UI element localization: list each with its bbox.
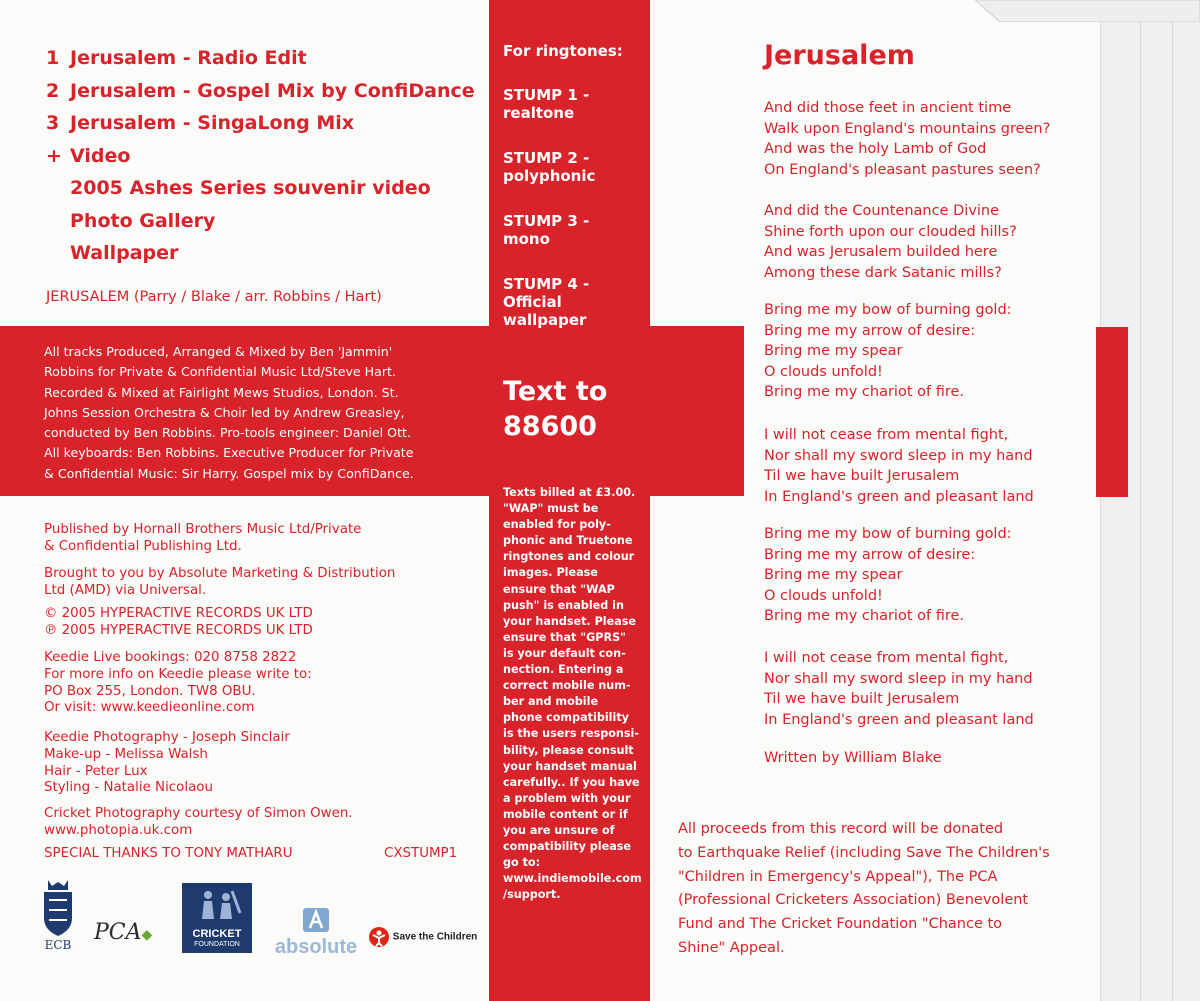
info-line: PO Box 255, London. TW8 OBU. — [44, 683, 256, 699]
track-list — [46, 42, 475, 270]
composer-credit: JERUSALEM (Parry / Blake / arr. Robbins / Hart) — [46, 289, 382, 305]
track-number: 3 — [46, 112, 60, 134]
lyric-line: Bring me my bow of burning gold: — [764, 526, 1012, 542]
lyric-line: Bring me my chariot of fire. — [764, 384, 965, 400]
credit-line: All tracks Produced, Arranged & Mixed by Ben 'Jammin' — [44, 344, 393, 359]
track-number: + — [46, 144, 62, 167]
billing-line: compatibility please — [503, 840, 631, 854]
ringtone-line: polyphonic — [503, 167, 596, 185]
credit-line: conducted by Ben Robbins. Pro-tools engineer: Daniel Ott. — [44, 425, 411, 441]
info-line: Ltd (AMD) via Universal. — [44, 582, 207, 598]
proceeds-line: All proceeds from this record will be donated — [678, 821, 1004, 837]
text-to-line: 88600 — [503, 411, 597, 442]
track-title: Jerusalem - Radio Edit — [70, 47, 307, 69]
billing-line: mobile content or if — [503, 807, 628, 821]
verse — [764, 425, 1034, 507]
ecb-label: ECB — [44, 938, 72, 950]
info-line: & Confidential Publishing Ltd. — [44, 538, 242, 554]
billing-line: enabled for poly- — [503, 518, 611, 532]
ringtones-title: For ringtones: — [503, 42, 623, 60]
ringtone-line: STUMP 4 - — [503, 275, 590, 293]
credit-line: Robbins for Private & Confidential Music Ltd/Steve Hart. — [44, 364, 396, 380]
lyric-line: Bring me my spear — [764, 567, 903, 583]
track-title: Video — [70, 144, 131, 167]
ringtone-item — [503, 86, 589, 122]
cricket-foundation-logo — [182, 883, 252, 953]
lyric-line: In England's green and pleasant land — [764, 488, 1034, 505]
ringtone-line: wallpaper — [503, 311, 587, 329]
text-to-line: Text to — [503, 376, 608, 407]
info-block — [44, 730, 484, 797]
lyric-line: And was Jerusalem builded here — [764, 244, 998, 260]
verse — [764, 300, 1012, 403]
track-title: Photo Gallery — [70, 209, 216, 232]
info-line: Brought to you by Absolute Marketing & Distribution — [44, 566, 396, 581]
ecb-logo — [38, 878, 78, 950]
track-row — [46, 205, 475, 238]
billing-line: push" is enabled in — [503, 598, 624, 612]
catalog-number: CXSTUMP1 — [384, 846, 458, 861]
track-title: Wallpaper — [70, 242, 179, 264]
track-row — [46, 42, 475, 75]
case-spine-flap — [1100, 0, 1200, 1001]
ringtone-item — [503, 212, 589, 248]
info-line: © 2005 HYPERACTIVE RECORDS UK LTD — [44, 606, 313, 621]
billing-line: your handset manual — [503, 759, 637, 773]
ringtone-line: STUMP 1 - — [503, 86, 590, 104]
red-cross-edge-tab — [1096, 327, 1128, 497]
billing-line: nection. Entering a — [503, 663, 624, 677]
verse — [764, 201, 1017, 283]
billing-line: /support. — [503, 888, 561, 902]
track-row — [46, 140, 475, 173]
absolute-logo — [266, 906, 366, 956]
ringtone-line: mono — [503, 230, 550, 248]
absolute-a-icon — [301, 906, 331, 934]
ringtone-line: STUMP 2 - — [503, 149, 590, 167]
lyric-line: Bring me my chariot of fire. — [764, 608, 965, 624]
billing-line: a problem with your — [503, 791, 631, 805]
billing-terms — [503, 485, 642, 903]
ringtone-line: realtone — [503, 104, 575, 122]
info-line: Hair - Peter Lux — [44, 763, 148, 779]
lyric-line: Bring me my spear — [764, 343, 903, 359]
info-line: www.photopia.uk.com — [44, 822, 193, 838]
info-line: Cricket Photography courtesy of Simon Owen. — [44, 806, 353, 821]
lyric-line: Nor shall my sword sleep in my hand — [764, 447, 1033, 464]
verse — [764, 648, 1034, 730]
proceeds-line: "Children in Emergency's Appeal"), The PCA — [678, 868, 998, 885]
proceeds-line: (Professional Cricketers Association) Benevolent — [678, 892, 1029, 909]
info-line: Published by Hornall Brothers Music Ltd/Private — [44, 522, 362, 537]
lyric-line: Shine forth upon our clouded hills? — [764, 223, 1017, 240]
track-row — [46, 237, 475, 270]
track-row — [46, 107, 475, 140]
billing-line: correct mobile num- — [503, 679, 631, 693]
track-title: Jerusalem - Gospel Mix by ConfiDance — [70, 79, 475, 102]
info-line: Keedie Photography - Joseph Sinclair — [44, 730, 290, 745]
lyric-line: Til we have built Jerusalem — [764, 468, 960, 484]
track-row — [46, 172, 475, 205]
cf-line-1: CRICKET — [192, 928, 242, 940]
special-thanks: SPECIAL THANKS TO TONY MATHARU — [44, 846, 293, 861]
billing-line: you are unsure of — [503, 823, 615, 837]
lyric-line: And did those feet in ancient time — [764, 100, 1012, 116]
info-line: Keedie Live bookings: 020 8758 2822 — [44, 650, 297, 665]
billing-line: Texts billed at £3.00. — [503, 486, 636, 499]
lyric-line: And was the holy Lamb of God — [764, 141, 987, 157]
track-row — [46, 75, 475, 108]
track-number: 2 — [46, 79, 60, 102]
lyric-line: I will not cease from mental fight, — [764, 650, 1009, 666]
song-title: Jerusalem — [764, 40, 915, 71]
info-line: ℗ 2005 HYPERACTIVE RECORDS UK LTD — [44, 622, 313, 638]
track-number: 1 — [46, 47, 60, 69]
lyric-line: I will not cease from mental fight, — [764, 427, 1009, 443]
info-block — [44, 650, 484, 717]
proceeds-line: Fund and The Cricket Foundation "Chance to — [678, 916, 1003, 933]
billing-line: ensure that "WAP — [503, 582, 615, 596]
credit-line: All keyboards: Ben Robbins. Executive Producer for Private — [44, 445, 414, 461]
flap-crease — [1140, 0, 1141, 1001]
track-title: 2005 Ashes Series souvenir video — [70, 177, 431, 199]
info-line: Make-up - Melissa Walsh — [44, 746, 208, 762]
billing-line: phonic and Truetone — [503, 534, 633, 548]
pca-arrow-icon: ◆ — [141, 927, 153, 943]
info-block — [44, 566, 484, 600]
lyric-line: And did the Countenance Divine — [764, 203, 1000, 219]
text-to-number — [503, 374, 607, 444]
absolute-label: absolute — [274, 936, 358, 958]
billing-line: is your default con- — [503, 646, 626, 660]
billing-line: ringtones and colour — [503, 550, 635, 564]
lyric-line: O clouds unfold! — [764, 363, 883, 380]
credit-line: Recorded & Mixed at Fairlight Mews Studios, London. St. — [44, 384, 399, 400]
proceeds-statement — [678, 818, 1050, 961]
lyric-line: Among these dark Satanic mills? — [764, 264, 1002, 281]
lyric-line: Walk upon England's mountains green? — [764, 120, 1051, 137]
verse — [764, 524, 1012, 627]
billing-line: "WAP" must be — [503, 502, 599, 516]
pca-logo — [94, 920, 152, 945]
ringtone-item — [503, 275, 589, 329]
save-the-children-logo — [368, 926, 477, 948]
save-the-children-label: Save the Children — [392, 931, 478, 943]
ringtone-line: Official — [503, 293, 562, 311]
lyric-line: Bring me my arrow of desire: — [764, 546, 976, 563]
info-line: For more info on Keedie please write to: — [44, 666, 312, 682]
info-block — [44, 806, 484, 840]
lyric-line: On England's pleasant pastures seen? — [764, 161, 1041, 178]
thanks-line — [44, 846, 484, 863]
billing-line: carefully.. If you have — [503, 775, 640, 789]
billing-line: phone compatibility — [503, 711, 629, 725]
lyric-line: O clouds unfold! — [764, 587, 883, 604]
lyric-line: Bring me my arrow of desire: — [764, 322, 976, 339]
info-line: Or visit: www.keedieonline.com — [44, 700, 255, 716]
info-line: Styling - Natalie Nicolaou — [44, 780, 213, 796]
info-block — [44, 606, 484, 640]
pca-label: PCA — [94, 920, 142, 945]
production-credits — [44, 342, 484, 484]
billing-line: www.indiemobile.com — [503, 872, 642, 886]
billing-line: ber and mobile — [503, 695, 599, 709]
flap-crease — [1172, 0, 1173, 1001]
billing-line: your handset. Please — [503, 614, 636, 628]
ringtone-item — [503, 149, 595, 185]
case-hinge-corner — [975, 0, 1200, 22]
credit-line: Johns Session Orchestra & Choir led by Andrew Greasley, — [44, 404, 405, 420]
verse — [764, 98, 1050, 180]
proceeds-line: to Earthquake Relief (including Save The Children's — [678, 844, 1050, 861]
save-the-children-icon — [368, 926, 390, 948]
cf-line-2: FOUNDATION — [194, 941, 240, 948]
lyric-line: Til we have built Jerusalem — [764, 691, 960, 707]
lyric-line: Bring me my bow of burning gold: — [764, 302, 1012, 318]
proceeds-line: Shine" Appeal. — [678, 939, 785, 956]
cricketers-icon — [182, 883, 252, 923]
track-title: Jerusalem - SingaLong Mix — [70, 112, 355, 134]
ringtone-line: STUMP 3 - — [503, 212, 590, 230]
billing-line: images. Please — [503, 566, 598, 580]
lyric-line: In England's green and pleasant land — [764, 711, 1034, 728]
billing-line: is the users responsi- — [503, 727, 640, 741]
author-credit: Written by William Blake — [764, 750, 942, 766]
billing-line: ensure that "GPRS" — [503, 630, 626, 644]
billing-line: go to: — [503, 856, 541, 870]
lyric-line: Nor shall my sword sleep in my hand — [764, 670, 1033, 687]
logo-strip — [38, 878, 488, 968]
billing-line: bility, please consult — [503, 743, 634, 757]
info-block — [44, 522, 484, 556]
credit-line: & Confidential Music: Sir Harry. Gospel mix by ConfiDance. — [44, 465, 414, 481]
